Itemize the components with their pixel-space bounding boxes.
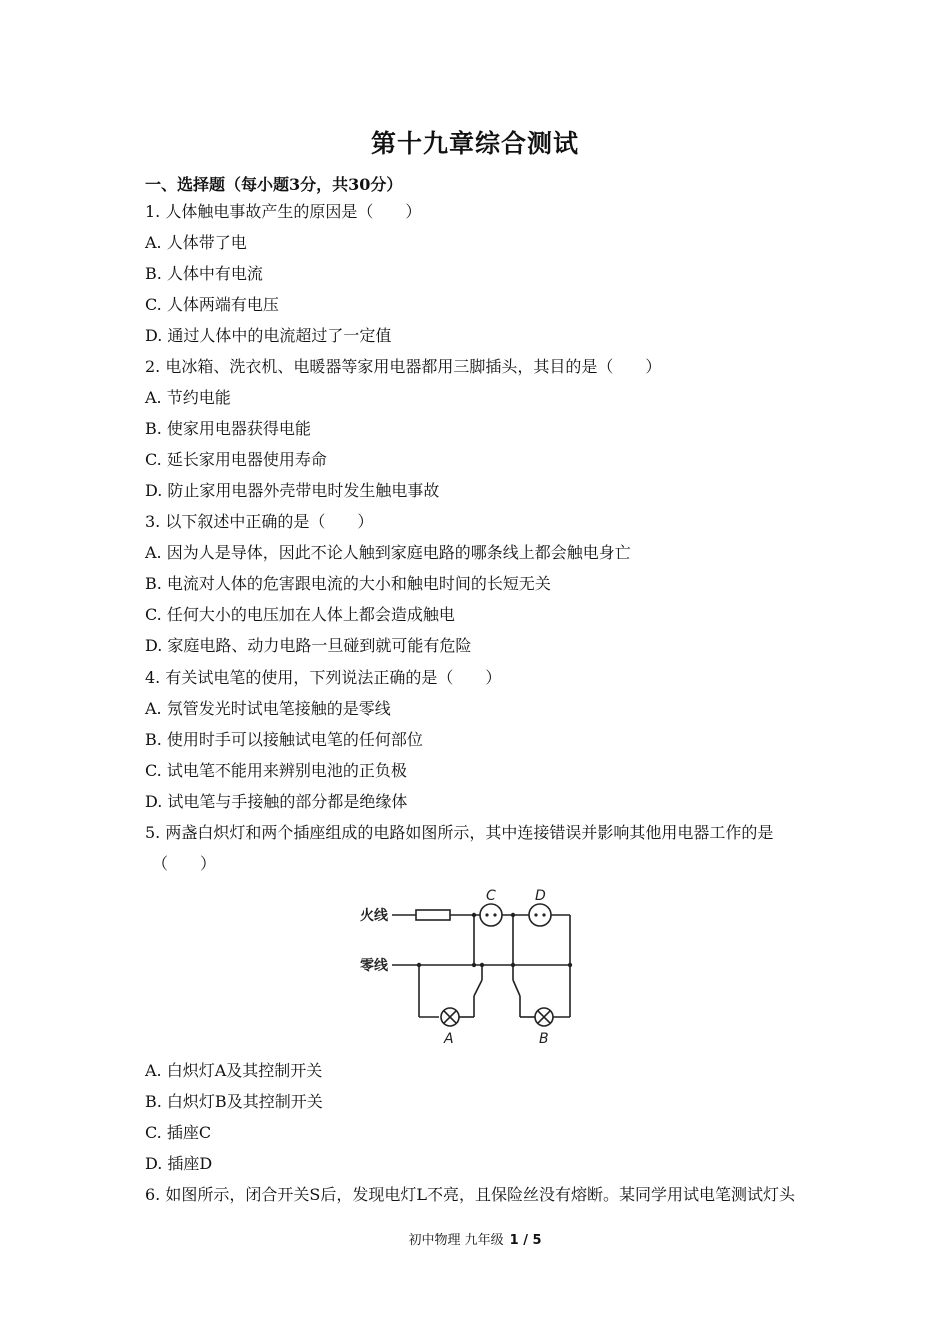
question-1-option-a: A. 人体带了电 bbox=[145, 233, 247, 252]
question-1-option-d: D. 通过人体中的电流超过了一定值 bbox=[145, 326, 392, 345]
switch-a-symbol bbox=[474, 980, 482, 996]
switch-b-symbol bbox=[513, 980, 520, 996]
question-1-stem: 1. 人体触电事故产生的原因是（ ） bbox=[145, 202, 422, 221]
label-d: D bbox=[535, 888, 546, 904]
page-title: 第十九章综合测试 bbox=[370, 129, 579, 158]
socket-d-symbol bbox=[529, 904, 551, 926]
question-3-option-a: A. 因为人是导体，因此不论人触到家庭电路的哪条线上都会触电身亡 bbox=[145, 543, 631, 562]
label-b: B bbox=[539, 1031, 549, 1047]
question-3-option-c: C. 任何大小的电压加在人体上都会造成触电 bbox=[145, 605, 455, 624]
live-wire-label: 火线 bbox=[360, 908, 388, 924]
page-footer bbox=[0, 1229, 950, 1248]
question-5-option-b: B. 白炽灯B及其控制开关 bbox=[145, 1092, 323, 1111]
question-2-option-c: C. 延长家用电器使用寿命 bbox=[145, 450, 327, 469]
question-4-option-a: A. 氖管发光时试电笔接触的是零线 bbox=[145, 699, 391, 718]
circuit-diagram bbox=[350, 884, 590, 1050]
footer-text: 初中物理 九年级 bbox=[408, 1233, 504, 1248]
question-5-stem: 5. 两盏白炽灯和两个插座组成的电路如图所示，其中连接错误并影响其他用电器工作的是 bbox=[145, 823, 774, 842]
question-2-stem: 2. 电冰箱、洗衣机、电暖器等家用电器都用三脚插头，其目的是（ ） bbox=[145, 357, 662, 376]
fuse-symbol bbox=[416, 910, 450, 920]
question-2-option-d: D. 防止家用电器外壳带电时发生触电事故 bbox=[145, 481, 440, 500]
label-c: C bbox=[486, 888, 496, 904]
question-3-option-d: D. 家庭电路、动力电路一旦碰到就可能有危险 bbox=[145, 636, 472, 655]
question-4-stem: 4. 有关试电笔的使用，下列说法正确的是（ ） bbox=[145, 668, 502, 687]
question-4-option-b: B. 使用时手可以接触试电笔的任何部位 bbox=[145, 730, 423, 749]
section-heading: 一、选择题（每小题3分，共30分） bbox=[145, 175, 403, 194]
question-6-stem: 6. 如图所示，闭合开关S后，发现电灯L不亮，且保险丝没有熔断。某同学用试电笔测试灯头 bbox=[145, 1185, 795, 1204]
label-a: A bbox=[444, 1031, 454, 1047]
question-4-option-d: D. 试电笔与手接触的部分都是绝缘体 bbox=[145, 792, 408, 811]
question-4-option-c: C. 试电笔不能用来辨别电池的正负极 bbox=[145, 761, 407, 780]
question-3-option-b: B. 电流对人体的危害跟电流的大小和触电时间的长短无关 bbox=[145, 574, 551, 593]
question-1-option-c: C. 人体两端有电压 bbox=[145, 295, 279, 314]
question-5-answer-paren: （ ） bbox=[152, 854, 217, 873]
question-5-option-d: D. 插座D bbox=[145, 1154, 213, 1173]
question-2-option-a: A. 节约电能 bbox=[145, 388, 231, 407]
question-1-option-b: B. 人体中有电流 bbox=[145, 264, 263, 283]
socket-c-symbol bbox=[480, 904, 502, 926]
neutral-wire-label: 零线 bbox=[360, 958, 388, 974]
question-3-stem: 3. 以下叙述中正确的是（ ） bbox=[145, 512, 374, 531]
question-2-option-b: B. 使家用电器获得电能 bbox=[145, 419, 311, 438]
question-5-option-c: C. 插座C bbox=[145, 1123, 212, 1142]
question-5-option-a: A. 白炽灯A及其控制开关 bbox=[145, 1061, 323, 1080]
page-number: 1 / 5 bbox=[509, 1233, 542, 1248]
